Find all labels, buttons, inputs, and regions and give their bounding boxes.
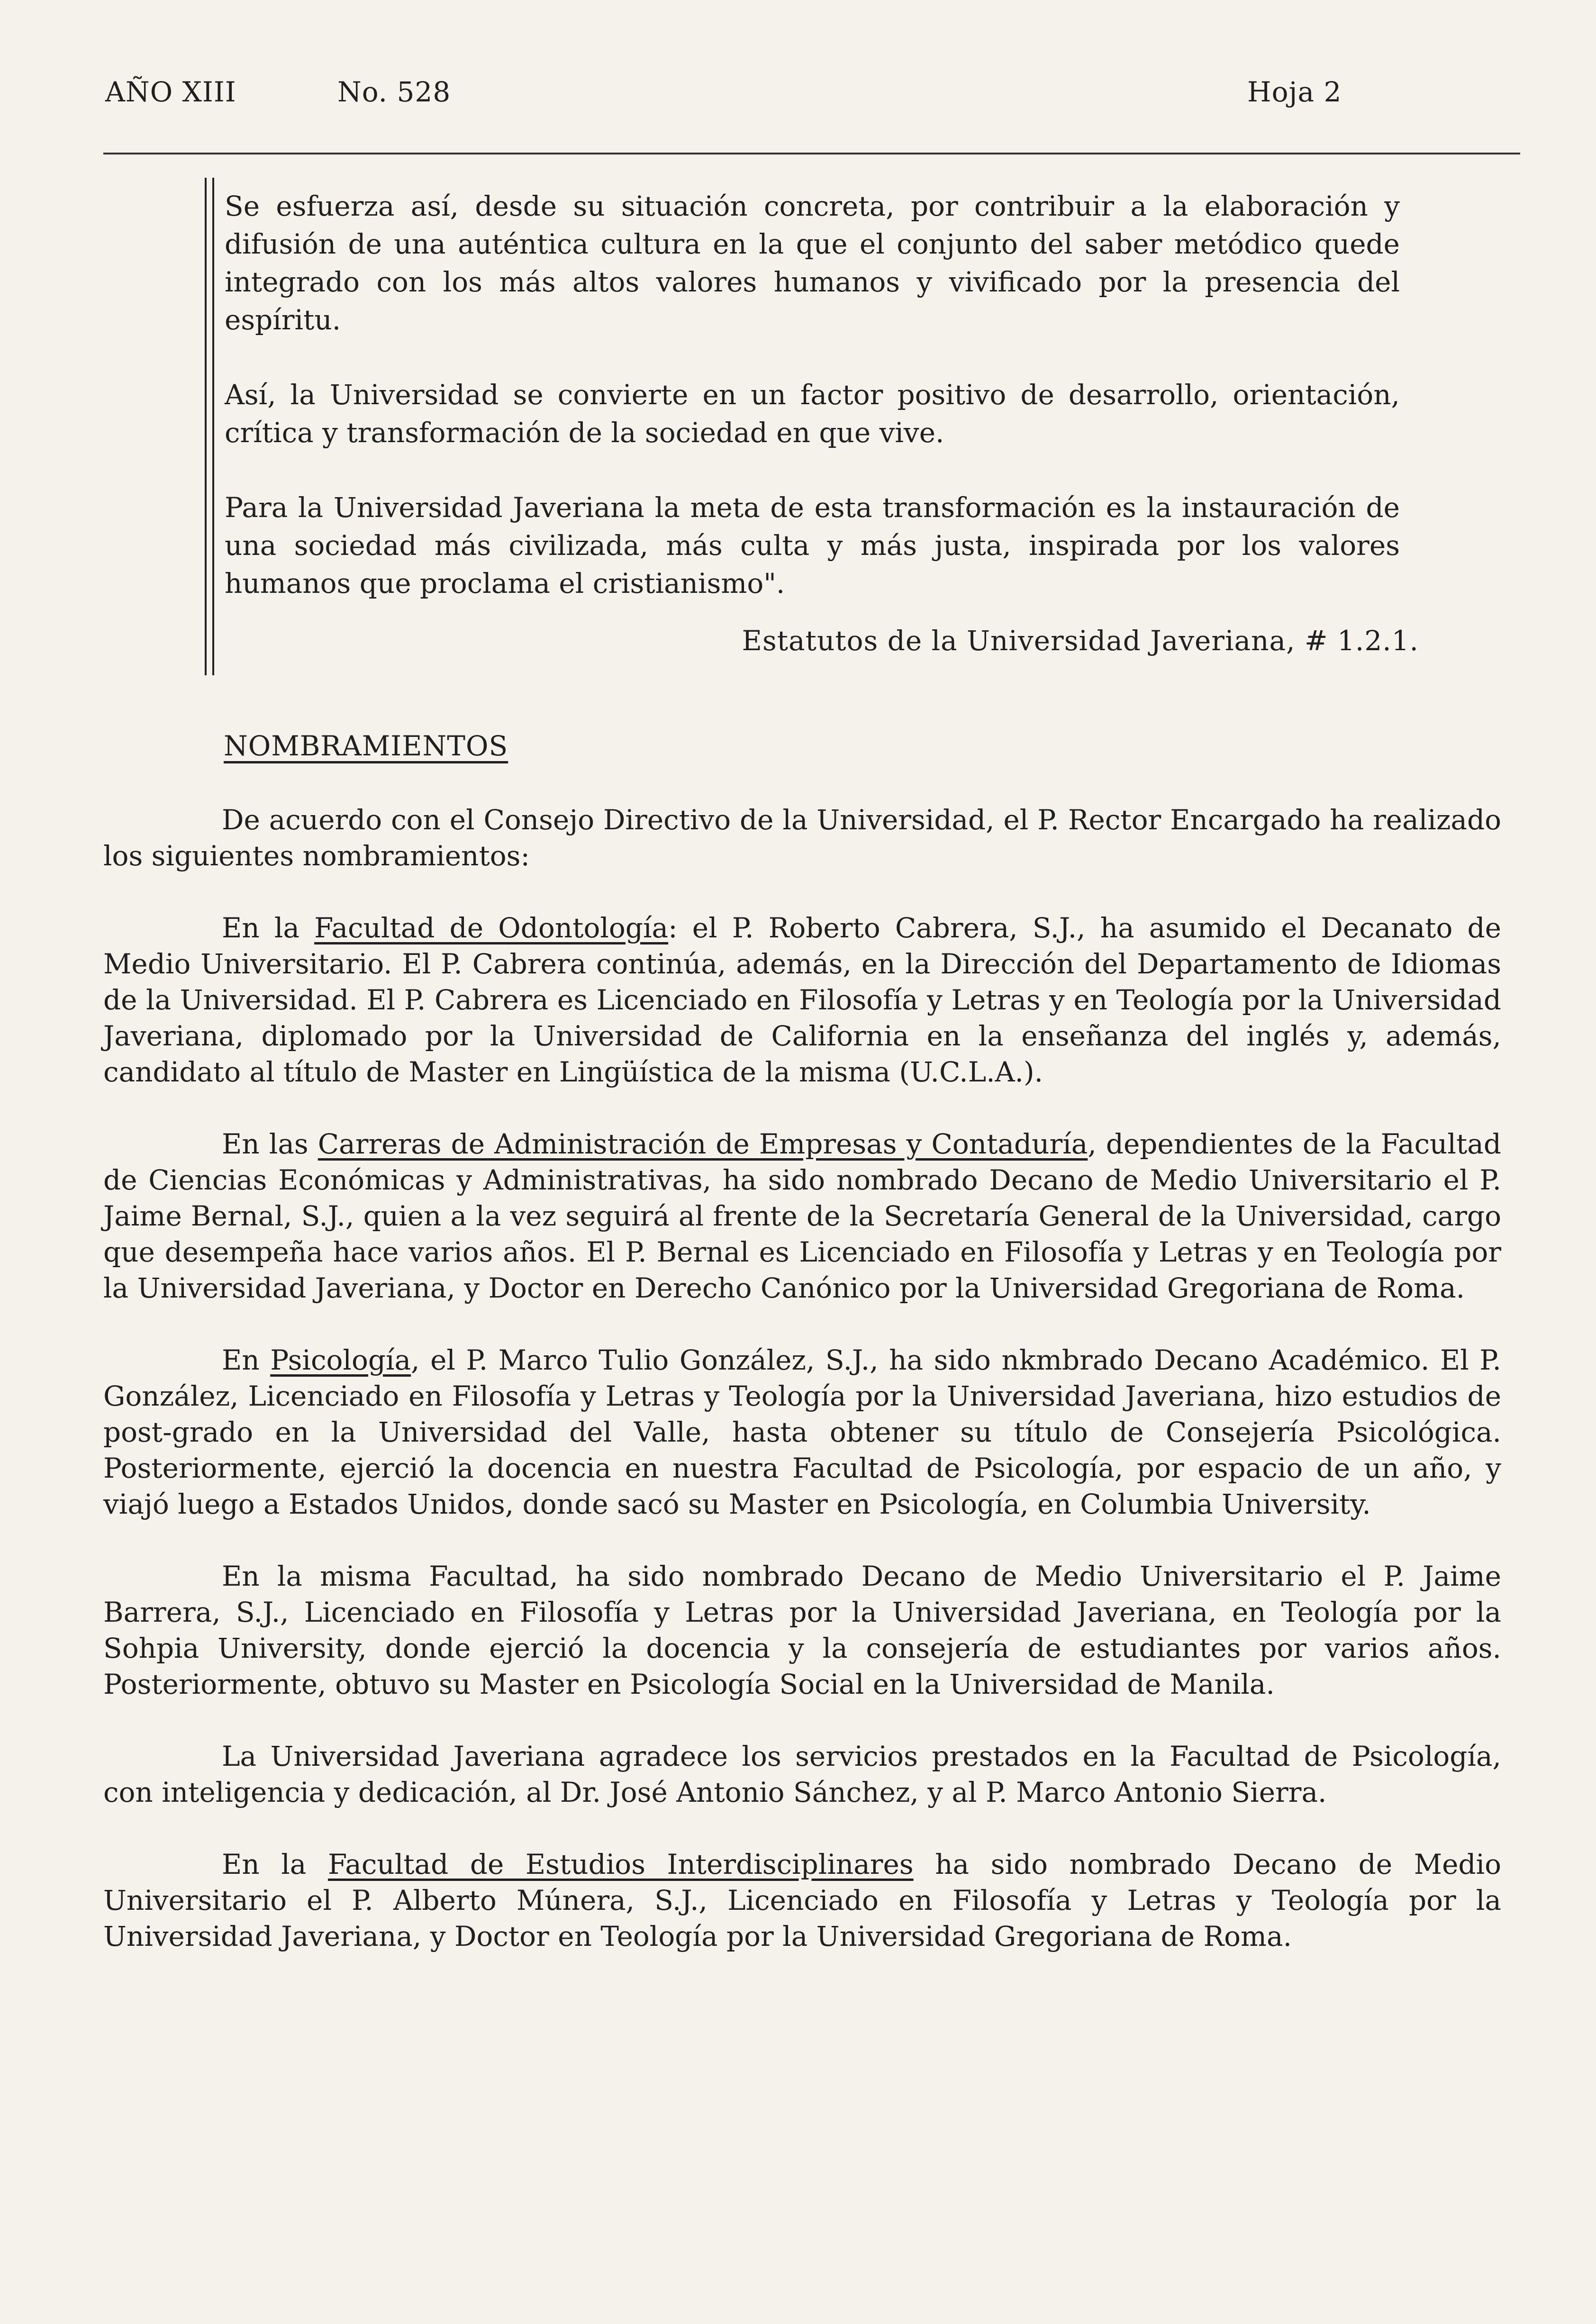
header-rule xyxy=(103,153,1520,154)
psicologia-paragraph: En Psicología, el P. Marco Tulio González, S.J., ha sido nkmbrado Decano Académico. El P. González, Licenciado en Filosofía y Letras y Teología por la Universidad Javeriana, hizo estudios de post-grado en la Universidad del Valle, hasta obtener su título de Consejería Psicológica. Posteriormente, ejerció la docencia en nuestra Facultad de Psicología, por espacio de un año, y viajó luego a Estados Unidos, donde sacó su Master en Psicología, en Columbia University. xyxy=(103,1344,1501,1520)
interdisciplinares-paragraph: En la Facultad de Estudios Interdisciplinares ha sido nombrado Decano de Medio Universitario el P. Alberto Múnera, S.J., Licenciado en Filosofía y Letras y Teología por la Universidad Javeriana, y Doctor en Teología por la Universidad Gregoriana de Roma. xyxy=(103,1848,1501,1952)
section-title: NOMBRAMIENTOS xyxy=(224,730,508,762)
interdisciplinares-faculty: Facultad de Estudios Interdisciplinares xyxy=(327,1848,914,1880)
quote-paragraph: Así, la Universidad se convierte en un factor positivo de desarrollo, orientación, crítica y transformación de la sociedad en que vive. xyxy=(225,379,1400,449)
administracion-paragraph: En las Carreras de Administración de Empresas y Contaduría, dependientes de la Facultad de Ciencias Económicas y Administrativas, ha sido nombrado Decano de Medio Universitario el P. Jaime Bernal, S.J., quien a la vez seguirá al frente de la Secretaría General de la Universidad, cargo que desempeña hace varios años. El P. Bernal es Licenciado en Filosofía y Letras y en Teología por la Universidad Javeriana, y Doctor en Derecho Canónico por la Universidad Gregoriana de Roma. xyxy=(103,1128,1501,1304)
statute-quote xyxy=(225,187,1400,639)
quote-paragraph: Para la Universidad Javeriana la meta de esta transformación es la instauración de una sociedad más civilizada, más culta y más justa, inspirada por los valores humanos que proclama el cristianismo". xyxy=(225,491,1400,599)
quote-paragraph: Se esfuerza así, desde su situación concreta, por contribuir a la elaboración y difusión de una auténtica cultura en la que el conjunto del saber metódico quede integrado con los más altos valores humanos y vivificado por la presencia del espíritu. xyxy=(225,190,1400,336)
section-body xyxy=(103,802,1501,1990)
psicologia-faculty: Psicología xyxy=(270,1344,411,1376)
odontologia-faculty: Facultad de Odontología xyxy=(314,912,669,944)
quote-citation: Estatutos de la Universidad Javeriana, # 1.2.1. xyxy=(742,625,1419,657)
page-header xyxy=(105,76,1517,114)
sheet-label: Hoja 2 xyxy=(1247,76,1342,108)
odontologia-paragraph: En la Facultad de Odontología: el P. Roberto Cabrera, S.J., ha asumido el Decanato de Medio Universitario. El P. Cabrera continúa, además, en la Dirección del Departamento de Idiomas de la Universidad. El P. Cabrera es Licenciado en Filosofía y Letras y en Teología por la Universidad Javeriana, diplomado por la Universidad de California en la enseñanza del inglés y, además, candidato al título de Master en Lingüística de la misma (U.C.L.A.). xyxy=(103,912,1501,1088)
administracion-careers: Carreras de Administración de Empresas y Contaduría xyxy=(317,1128,1088,1160)
issue-number: No. 528 xyxy=(337,76,451,108)
quote-bar xyxy=(205,178,214,675)
barrera-paragraph: En la misma Facultad, ha sido nombrado Decano de Medio Universitario el P. Jaime Barrera, S.J., Licenciado en Filosofía y Letras por la Universidad Javeriana, en Teología por la Sohpia University, donde ejerció la docencia y la consejería de estudiantes por varios años. Posteriormente, obtuvo su Master en Psicología Social en la Universidad de Manila. xyxy=(103,1560,1501,1700)
year-label: AÑO XIII xyxy=(105,76,236,108)
thanks-paragraph: La Universidad Javeriana agradece los servicios prestados en la Facultad de Psicología, con inteligencia y dedicación, al Dr. José Antonio Sánchez, y al P. Marco Antonio Sierra. xyxy=(103,1740,1501,1808)
intro-paragraph: De acuerdo con el Consejo Directivo de la Universidad, el P. Rector Encargado ha realizado los siguientes nombramientos: xyxy=(103,804,1501,872)
